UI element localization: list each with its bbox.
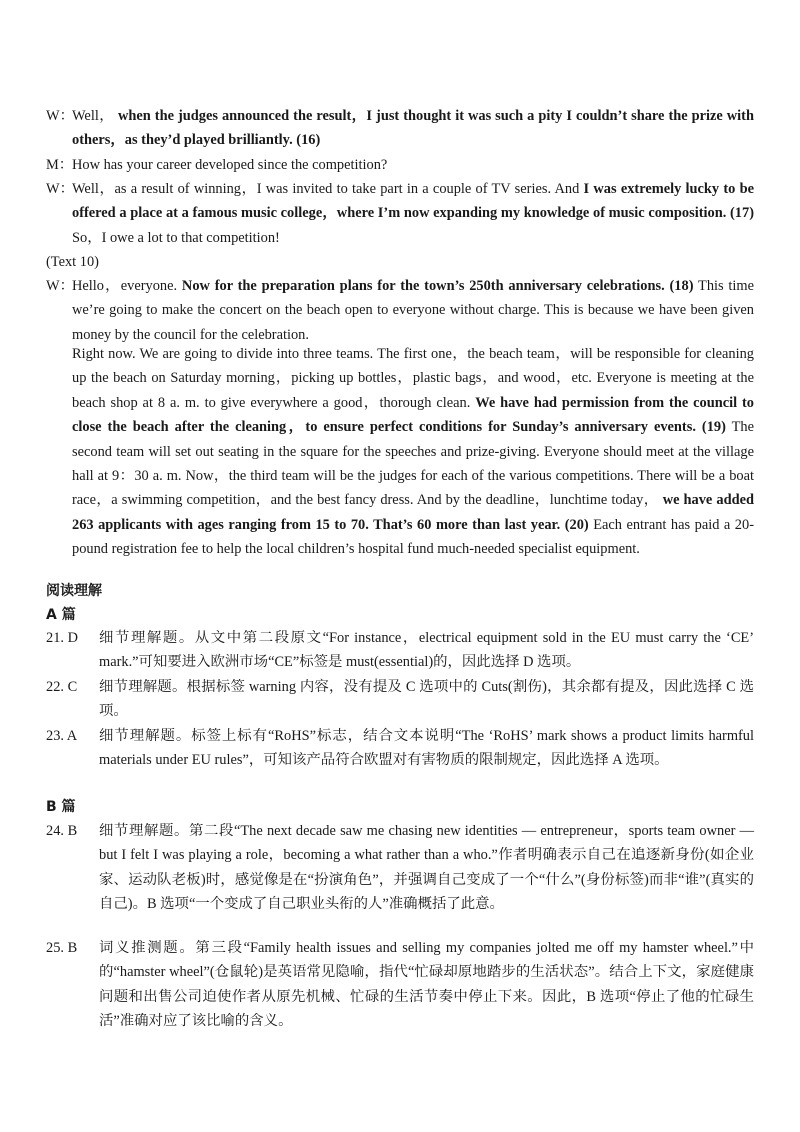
line-text: How has your career developed since the competition?	[72, 157, 388, 173]
dialogue-w1	[46, 104, 754, 153]
speaker-label: W：	[46, 181, 74, 197]
key-sentence: I was extremely lucky to be offered a place at a famous music college，where I’m now expanding my knowledge of music composition.	[72, 181, 754, 222]
line-text: Well，as a result of winning，I was invited to take part in a couple of TV series. And	[72, 181, 580, 197]
line-text: Well，	[72, 108, 115, 124]
question-ref: (16)	[296, 132, 321, 149]
answer-explanation: 词义推测题。第三段“Family health issues and selling my companies jolted me off my hamster wheel.”中的“hamster wheel”(仓鼠轮)是英语常见隐喻，指代“忙碌却原地踏步的生活状态”。结合上下文，家庭健康问题和出售公司迫使作者从原先机械、忙碌的生活节奏中停止下来。因此，B 选项“停止了他的忙碌生活”准确对应了该比喻的含义。	[99, 940, 754, 1030]
answer-item	[46, 626, 754, 675]
answer-number: 25. B	[46, 940, 78, 956]
text10-label-row	[46, 250, 754, 274]
answer-explanation: 细节理解题。标签上标有“RoHS”标志，结合文本说明“The ‘RoHS’ mark shows a product limits harmful materials under EU rules”，可知该产品符合欧盟对有害物质的限制规定，因此选择 A 选项。	[99, 728, 754, 769]
question-ref: (17)	[730, 205, 754, 222]
question-ref: (19)	[701, 419, 726, 436]
answer-25	[46, 936, 754, 1034]
dialogue-line	[46, 104, 754, 153]
answer-item	[46, 936, 754, 1034]
text10-label: (Text 10)	[46, 254, 99, 270]
line-text: Each entrant has paid a 20-pound registration fee to help the local children’s hospital fund much-needed specialist equipment.	[72, 516, 754, 558]
key-sentence: We have had permission from the council to close the beach after the cleaning，to ensure perfect conditions for Sunday’s anniversary events.	[72, 394, 754, 436]
section-b-heading: B 篇	[46, 799, 76, 815]
answer-item	[46, 675, 754, 724]
paragraph	[46, 342, 754, 562]
dialogue-line	[46, 153, 754, 177]
answer-item	[46, 724, 754, 773]
key-sentence: Now for the preparation plans for the town’s 250th anniversary celebrations.	[181, 278, 665, 294]
speaker-label: W：	[46, 108, 74, 124]
question-ref: (18)	[669, 278, 694, 294]
answer-22	[46, 675, 754, 724]
monologue-w3	[46, 274, 754, 347]
line-text: This time we’re going to make the concert on the beach open to everyone without charge. This is because we have been given money by the council for the celebration.	[72, 278, 755, 343]
section-a-heading: A 篇	[46, 607, 76, 623]
answer-21	[46, 626, 754, 675]
answer-23	[46, 724, 754, 773]
answer-item	[46, 819, 754, 917]
answer-number: 24. B	[46, 823, 78, 839]
dialogue-m1	[46, 153, 754, 177]
answer-explanation: 细节理解题。根据标签 warning 内容，没有提及 C 选项中的 Cuts(割伤)，其余都有提及，因此选择 C 选项。	[99, 679, 754, 720]
answer-explanation: 细节理解题。从文中第二段原文“For instance，electrical equipment sold in the EU must carry the ‘CE’ mark.”可知要进入欧洲市场“CE”标签是 must(essential)的，因此选择 D 选项。	[99, 630, 754, 671]
dialogue-line	[46, 177, 754, 250]
key-sentence: when the judges announced the result，I just thought it was such a pity I couldn’t share the prize with others，as they’d played brilliantly.	[72, 108, 754, 149]
key-sentence: we have added 263 applicants with ages ranging from 15 to 70. That’s 60 more than last year.	[72, 492, 754, 533]
answer-number: 22. C	[46, 679, 78, 695]
dialogue-line	[46, 274, 754, 347]
answer-explanation: 细节理解题。第二段“The next decade saw me chasing new identities — entrepreneur，sports team owner — but I felt I was playing a role，becoming a what rather than a who.”作者明确表示自己在追逐新身份(如企业家、运动队老板)时，感觉像是在“扮演角色”，并强调自己变成了一个“什么”(身份标签)而非“谁”(真实的自己)。B 选项“一个变成了自己职业头衔的人”准确概括了此意。	[99, 823, 754, 913]
monologue-p2	[46, 342, 754, 562]
answer-24	[46, 819, 754, 917]
dialogue-w2	[46, 177, 754, 250]
line-text: Right now. We are going to divide into three teams. The first one，the beach team，will be responsible for cleaning up the beach on Saturday morning，picking up bottles，plastic bags，and wood，etc. Everyone is meeting at the beach shop at 8 a. m. to give everywhere a good，thorough clean.	[72, 346, 754, 411]
question-ref: (20)	[564, 516, 589, 533]
line-text: Hello，everyone.	[72, 278, 178, 294]
speaker-label: M：	[46, 157, 74, 173]
line-text: The second team will set out seating in the square for the speeches and prize-giving. Everyone should meet at the village hall at 9：30 a. m. Now，the third team will be the judges for each of the various competitions. There will be a boat race，a swimming competition，and the best fancy dress. And by the deadline，lunchtime today，	[72, 419, 754, 509]
line-text: So，I owe a lot to that competition!	[72, 229, 280, 246]
answer-number: 23. A	[46, 728, 78, 744]
speaker-label: W：	[46, 278, 74, 294]
answer-number: 21. D	[46, 630, 78, 646]
reading-heading: 阅读理解	[46, 583, 102, 599]
